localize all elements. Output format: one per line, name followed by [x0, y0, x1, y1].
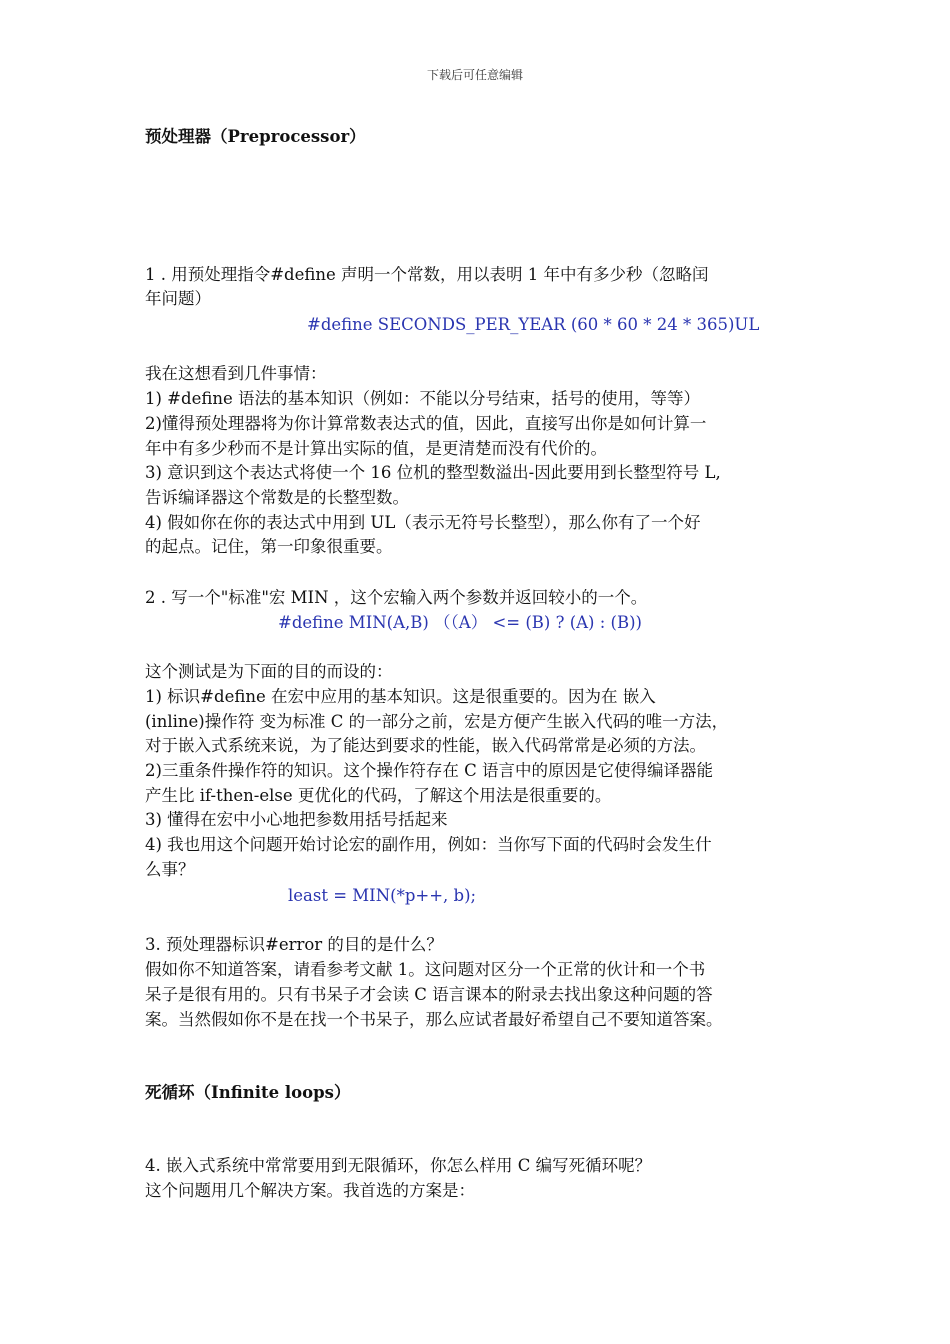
section-title-infinite-loops: 死循环（Infinite loops） [145, 1083, 351, 1102]
question-4-line-2: 这个问题用几个解决方案。我首选的方案是： [145, 1181, 475, 1200]
answer-1-line-2: 1) #define 语法的基本知识（例如：不能以分号结束，括号的使用，等等） [145, 389, 700, 408]
answer-1-line-4: 年中有多少秒而不是计算出实际的值，是更清楚而没有代价的。 [145, 439, 607, 458]
answer-2-line-7: 3) 懂得在宏中小心地把参数用括号括起来 [145, 810, 448, 829]
answer-1-line-5: 3) 意识到这个表达式将使一个 16 位机的整型数溢出-因此要用到长整型符号 L, [145, 463, 721, 482]
code-least-min: least = MIN(*p++, b); [288, 886, 477, 905]
answer-2-line-3: (inline)操作符 变为标准 C 的一部分之前，宏是方便产生嵌入代码的唯一方法， [145, 712, 729, 731]
question-3-line-1: 3. 预处理器标识#error 的目的是什么？ [145, 935, 443, 954]
code-seconds-per-year: #define SECONDS_PER_YEAR (60 * 60 * 24 * 365)UL [307, 315, 760, 334]
answer-1-line-1: 我在这想看到几件事情： [145, 364, 327, 383]
section-title-preprocessor: 预处理器（Preprocessor） [145, 127, 366, 146]
question-3-line-4: 案。当然假如你不是在找一个书呆子，那么应试者最好希望自己不要知道答案。 [145, 1010, 723, 1029]
answer-1-line-6: 告诉编译器这个常数是的长整型数。 [145, 488, 409, 507]
question-3-line-2: 假如你不知道答案，请看参考文献 1。这问题对区分一个正常的伙计和一个书 [145, 960, 706, 979]
answer-2-line-9: 么事？ [145, 860, 195, 879]
answer-2-line-1: 这个测试是为下面的目的而设的： [145, 662, 393, 681]
answer-2-line-8: 4) 我也用这个问题开始讨论宏的副作用，例如：当你写下面的代码时会发生什 [145, 835, 712, 854]
code-min-macro: #define MIN(A,B) （（A） <= (B) ? (A) : (B)) [278, 613, 642, 632]
question-4-line-1: 4. 嵌入式系统中常常要用到无限循环，你怎么样用 C 编写死循环呢？ [145, 1156, 652, 1175]
answer-1-line-3: 2)懂得预处理器将为你计算常数表达式的值，因此，直接写出你是如何计算一 [145, 414, 707, 433]
page-header-note: 下载后可任意编辑 [426, 68, 523, 82]
answer-2-line-6: 产生比 if-then-else 更优化的代码，了解这个用法是很重要的。 [145, 786, 612, 805]
answer-2-line-4: 对于嵌入式系统来说，为了能达到要求的性能，嵌入代码常常是必须的方法。 [145, 736, 706, 755]
question-2-line: 2 . 写一个"标准"宏 MIN ，这个宏输入两个参数并返回较小的一个。 [145, 588, 648, 607]
question-3-line-3: 呆子是很有用的。只有书呆子才会读 C 语言课本的附录去找出象这种问题的答 [145, 985, 713, 1004]
answer-1-line-7: 4) 假如你在你的表达式中用到 UL（表示无符号长整型），那么你有了一个好 [145, 513, 701, 532]
answer-1-line-8: 的起点。记住，第一印象很重要。 [145, 537, 393, 556]
answer-2-line-2: 1) 标识#define 在宏中应用的基本知识。这是很重要的。因为在 嵌入 [145, 687, 656, 706]
question-1-line-1: 1 . 用预处理指令#define 声明一个常数，用以表明 1 年中有多少秒（忽略闰 [145, 265, 709, 284]
question-1-line-2: 年问题） [145, 289, 211, 308]
answer-2-line-5: 2)三重条件操作符的知识。这个操作符存在 C 语言中的原因是它使得编译器能 [145, 761, 714, 780]
